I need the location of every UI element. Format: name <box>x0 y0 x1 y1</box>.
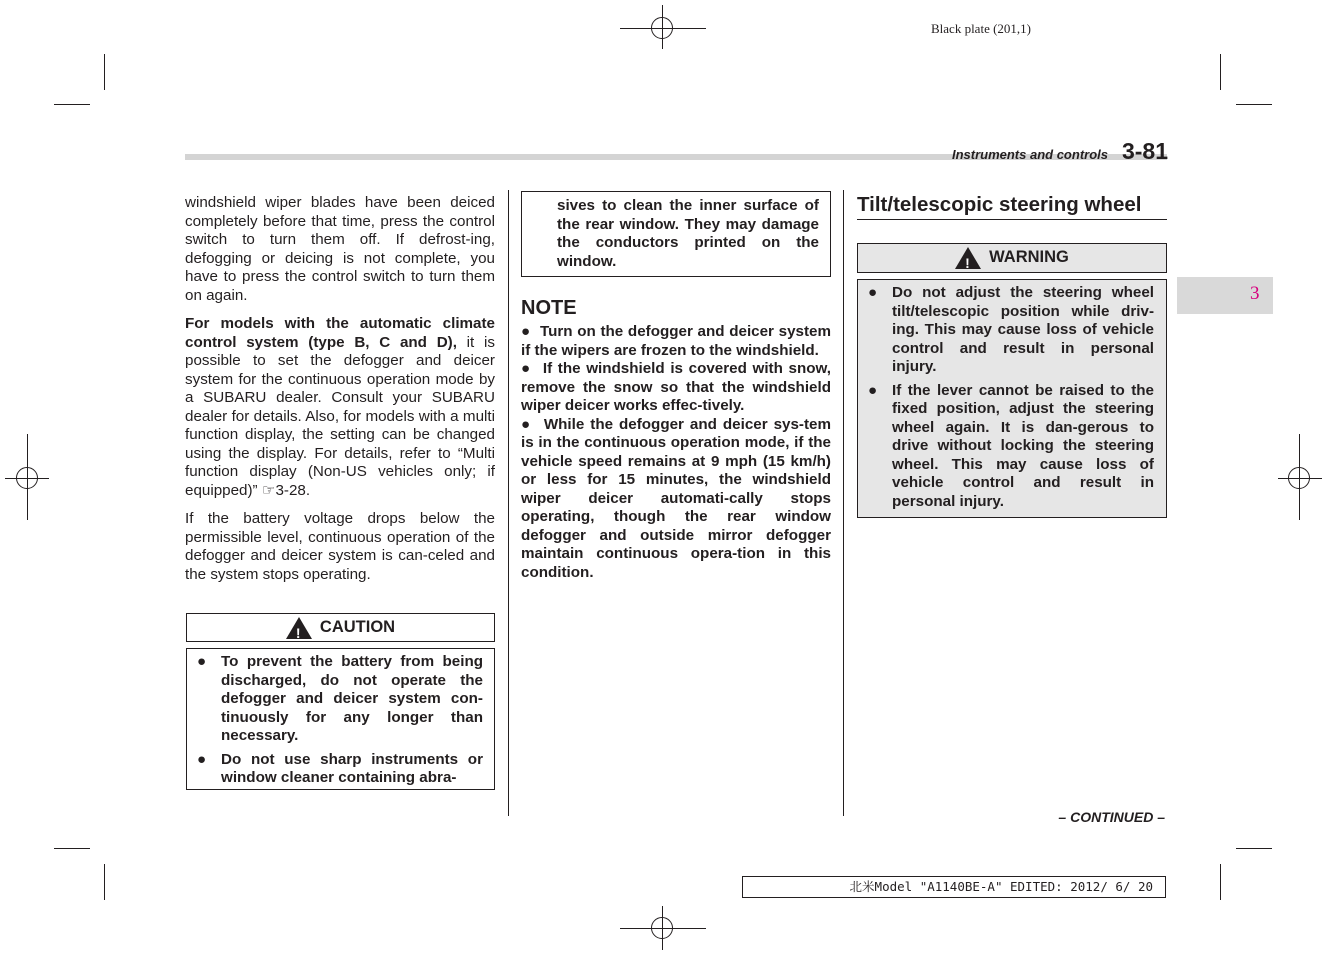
warning-item: ● Do not adjust the steering wheel tilt/telescopic position while driv-ing. This may cause loss of vehicle control and result in personal injury. <box>868 284 1154 375</box>
caution-box-continued <box>521 191 831 277</box>
warning-label: WARNING <box>989 248 1069 266</box>
note-item: ● Turn on the defogger and deicer system if the wipers are frozen to the windshield. <box>521 323 831 359</box>
paragraph-3: If the battery voltage drops below the permissible level, continuous operation of the defogger and deicer system is can-celed and the system stops operating. <box>185 510 495 583</box>
caution-item: ● Do not use sharp instruments or window cleaner containing abra- <box>197 750 483 786</box>
warning-box <box>857 279 1167 518</box>
paragraph-2-lead: For models with the automatic climate control system (type B, C and D), <box>185 315 495 351</box>
reference-icon: ☞ <box>261 481 276 499</box>
column-rule-1 <box>508 190 509 816</box>
caution-continued-text: sives to clean the inner surface of the rear window. They may damage the conductors printed on the window. <box>557 197 819 270</box>
page-number: 3-81 <box>1121 138 1168 164</box>
caution-item: ● To prevent the battery from being discharged, do not operate the defogger and deicer system con-tinuously for any longer than necessary. <box>197 653 483 744</box>
bullet-icon: ● <box>868 381 878 399</box>
bullet-icon: ● <box>521 415 532 433</box>
note-section <box>521 297 831 582</box>
section-title: Tilt/telescopic steering wheel <box>857 193 1167 220</box>
warning-triangle-icon <box>286 617 312 639</box>
note-item: ● While the defogger and deicer sys-tem is in the continuous operation mode, if the vehicle speed remains at 9 mph (15 km/h) or less for 15 minutes, the windshield wiper deicer automati-cally stops operating, though the rear window defogger and outside mirror defogger maintain continuous opera-tion in this condition. <box>521 415 831 581</box>
paragraph-2 <box>185 315 495 500</box>
bullet-icon: ● <box>197 750 207 768</box>
note-title: NOTE <box>521 297 577 319</box>
note-item: ● If the windshield is covered with snow, remove the snow so that the windshield wiper deicer works effec-tively. <box>521 360 831 414</box>
warning-item: ● If the lever cannot be raised to the fixed position, adjust the steering wheel again. It is dan-gerous to drive without locking the steering wheel. This may cause loss of vehicle control and result in personal injury. <box>868 381 1154 510</box>
continued-label: – CONTINUED – <box>1058 809 1165 825</box>
paragraph-2-body: it is possible to set the defogger and deicer system for the continuous operation mode by a SUBARU dealer. Consult your SUBARU dealer for details. Also, for models with a multi function display, the setting can be changed using the display. For details, refer to “Multi function display (Non-US vehicles only; if equipped)” <box>185 333 495 499</box>
chapter-number: 3 <box>1250 283 1260 304</box>
caution-label-box <box>186 613 495 642</box>
warning-label-box <box>857 243 1167 273</box>
bullet-icon: ● <box>197 653 207 670</box>
caution-box <box>186 648 495 790</box>
warning-triangle-icon <box>955 247 981 269</box>
column-rule-2 <box>843 190 844 816</box>
header-section-title: Instruments and controls <box>951 147 1108 162</box>
chapter-thumb-tab <box>1177 277 1273 314</box>
caution-label: CAUTION <box>319 618 396 636</box>
paragraph-1: windshield wiper blades have been deiced completely before that time, press the control switch to turn them off. If defrost-ing, defogging or deicing is not complete, you have to press the control switch to turn them on again. <box>185 194 495 304</box>
footer-edit-stamp: 北米Model "A1140BE-A" EDITED: 2012/ 6/ 20 <box>742 876 1166 898</box>
bullet-icon: ● <box>521 323 531 340</box>
plate-label: Black plate (201,1) <box>931 21 1031 36</box>
column-1 <box>185 194 495 594</box>
bullet-icon: ● <box>521 360 532 377</box>
bullet-icon: ● <box>868 284 878 301</box>
page-reference: 3-28. <box>275 481 311 499</box>
